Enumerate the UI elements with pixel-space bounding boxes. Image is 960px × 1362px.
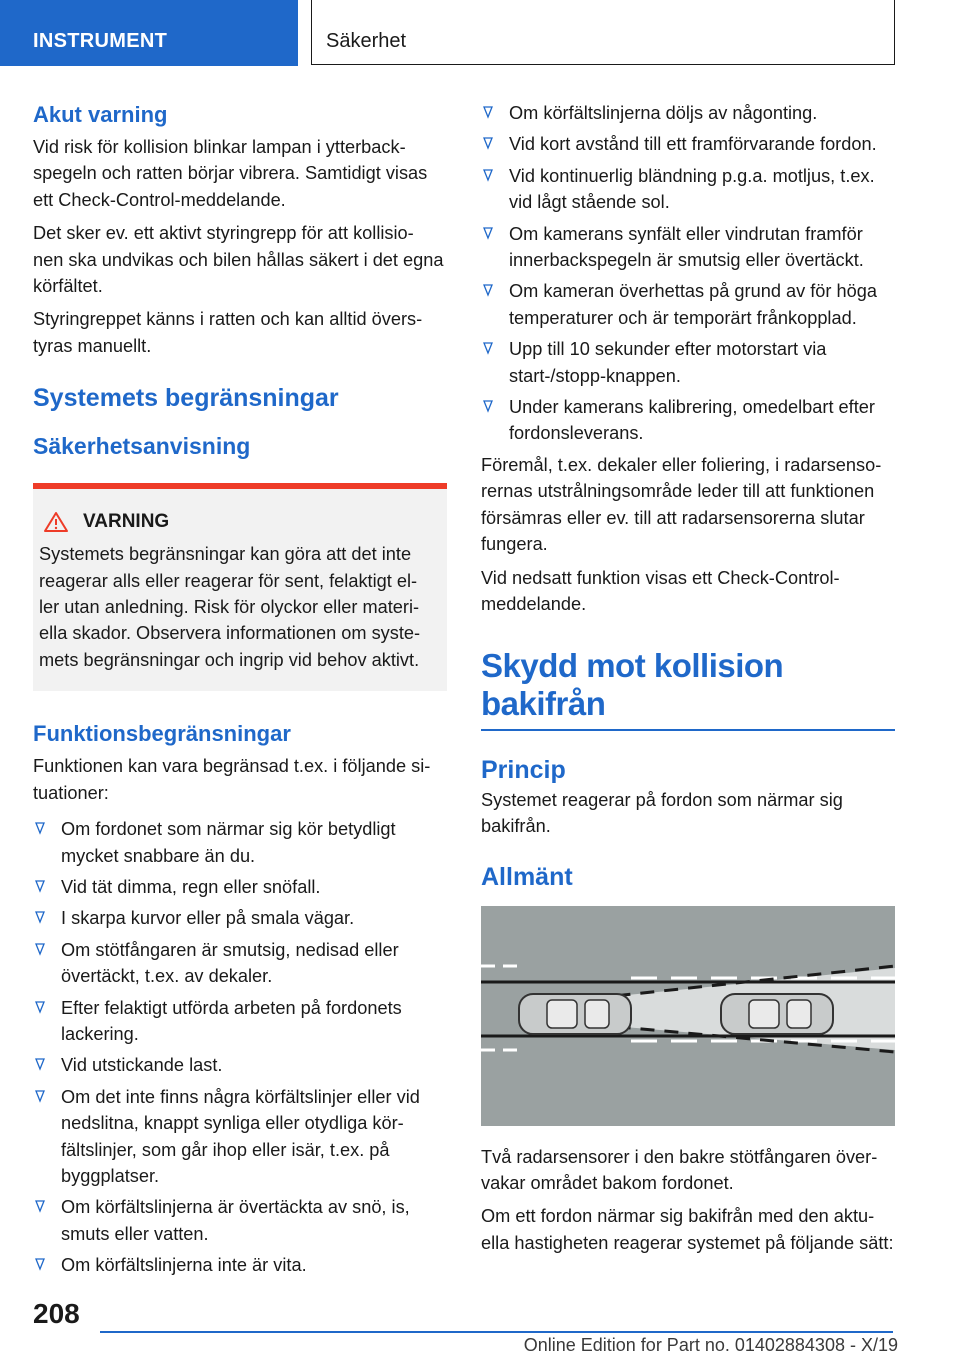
list-item: Om fordonet som närmar sig kör betydligt mycket snabbare än du. bbox=[33, 816, 447, 869]
warning-triangle-icon bbox=[43, 511, 69, 533]
list-item: Om det inte finns några körfältslinjer eller vid nedslitna, knappt synliga eller otydliga kör- fältslinjer, som går ihop eller isär, t.ex. på byggplatser. bbox=[33, 1084, 447, 1190]
limits-heading: Systemets begränsningar bbox=[33, 384, 339, 413]
road-illustration bbox=[481, 906, 895, 1126]
page-number: 208 bbox=[33, 1298, 80, 1329]
list-item: Efter felaktigt utförda arbeten på fordonets lackering. bbox=[33, 995, 447, 1048]
triangle-bullet-icon bbox=[35, 1258, 45, 1272]
list-item: Om körfältslinjerna är övertäckta av snö, is, smuts eller vatten. bbox=[33, 1194, 447, 1247]
list-item: Om körfältslinjerna inte är vita. bbox=[33, 1252, 447, 1278]
akut-paragraph-3: Styringreppet känns i ratten och kan alltid övers- tyras manuellt. bbox=[33, 309, 423, 356]
triangle-bullet-icon bbox=[483, 284, 493, 298]
triangle-bullet-icon bbox=[35, 1090, 45, 1104]
warning-title bbox=[39, 511, 441, 533]
akut-varning-heading: Akut varning bbox=[33, 102, 168, 127]
list-item: I skarpa kurvor eller på smala vägar. bbox=[33, 905, 447, 931]
edition-text: Online Edition for Part no. 01402884308 - X/19 bbox=[523, 1335, 898, 1355]
reduced-function-paragraph: Vid nedsatt funktion visas ett Check-Control- meddelande. bbox=[481, 567, 840, 614]
triangle-bullet-icon bbox=[35, 943, 45, 957]
list-item: Vid kort avstånd till ett framförvarande fordon. bbox=[481, 131, 895, 157]
triangle-bullet-icon bbox=[483, 400, 493, 414]
triangle-bullet-icon bbox=[483, 342, 493, 356]
topic-label: Säkerhet bbox=[326, 30, 407, 52]
function-limits-heading: Funktionsbegränsningar bbox=[33, 721, 291, 747]
akut-paragraph-2: Det sker ev. ett aktivt styringrepp för att kollisio- nen ska undvikas och bilen hållas säkert i det egna körfältet. bbox=[33, 223, 444, 297]
triangle-bullet-icon bbox=[35, 1200, 45, 1214]
diagram-caption-2: Om ett fordon närmar sig bakifrån med den aktu- ella hastigheten reagerar systemet på följande sätt: bbox=[481, 1206, 894, 1253]
list-item: Vid kontinuerlig bländning p.g.a. motljus, t.ex. vid lågt stående sol. bbox=[481, 163, 895, 216]
chapter-title-line-1: Skydd mot kollision bbox=[481, 647, 784, 685]
list-item: Vid utstickande last. bbox=[33, 1052, 447, 1078]
list-item: Om kamerans synfält eller vindrutan framför innerbackspegeln är smutsig eller övertäckt. bbox=[481, 221, 895, 274]
akut-paragraph-1: Vid risk för kollision blinkar lampan i ytterback- spegeln och ratten börjar vibrera. Samtidigt visas ett Check-Control-meddelande. bbox=[33, 137, 428, 210]
approaching-car-icon bbox=[721, 994, 833, 1034]
triangle-bullet-icon bbox=[483, 169, 493, 183]
list-item: Vid tät dimma, regn eller snöfall. bbox=[33, 874, 447, 900]
warning-text: Systemets begränsningar kan göra att det inte reagerar alls eller reagerar för sent, felaktigt el- ler utan anledning. Risk för olyckor eller materi- ella skador. Observera informationen om syste- mets begränsningar och ingrip vid behov aktivt. bbox=[39, 544, 421, 670]
function-intro: Funktionen kan vara begränsad t.ex. i följande si- tuationer: bbox=[33, 756, 431, 803]
diagram-caption-1: Två radarsensorer i den bakre stötfångaren över- vakar området bakom fordonet. bbox=[481, 1146, 878, 1194]
list-item: Upp till 10 sekunder efter motorstart via start-/stopp-knappen. bbox=[481, 336, 895, 389]
list-item: Om stötfångaren är smutsig, nedisad eller övertäckt, t.ex. av dekaler. bbox=[33, 937, 447, 990]
radar-coverage-diagram bbox=[481, 906, 895, 1126]
triangle-bullet-icon bbox=[483, 137, 493, 151]
warning-label: VARNING bbox=[83, 511, 170, 533]
function-limits-list bbox=[33, 816, 447, 1279]
triangle-bullet-icon bbox=[483, 227, 493, 241]
list-item: Under kamerans kalibrering, omedelbart efter fordonsleverans. bbox=[481, 394, 895, 447]
triangle-bullet-icon bbox=[35, 880, 45, 894]
function-limits-list-continued bbox=[481, 100, 895, 447]
left-column bbox=[33, 100, 447, 1284]
footer-rule bbox=[100, 1331, 893, 1333]
list-item: Om körfältslinjerna döljs av någonting. bbox=[481, 100, 895, 126]
section-tab bbox=[0, 0, 298, 66]
triangle-bullet-icon bbox=[35, 822, 45, 836]
triangle-bullet-icon bbox=[35, 1058, 45, 1072]
sensor-paragraph: Föremål, t.ex. dekaler eller foliering, i radarsenso- rernas utstrålningsområde leder till att funktionen försämras eller ev. till att radarsensorerna slutar fungera. bbox=[481, 454, 882, 555]
warning-box bbox=[33, 483, 447, 691]
princip-heading: Princip bbox=[481, 755, 566, 784]
triangle-bullet-icon bbox=[483, 106, 493, 120]
chapter-rule bbox=[481, 729, 895, 731]
triangle-bullet-icon bbox=[35, 911, 45, 925]
list-item: Om kameran överhettas på grund av för höga temperaturer och är temporärt frånkopplad. bbox=[481, 278, 895, 331]
princip-text: Systemet reagerar på fordon som närmar sig bakifrån. bbox=[481, 789, 843, 837]
section-label: INSTRUMENT bbox=[33, 30, 168, 52]
own-car-icon bbox=[519, 994, 631, 1034]
right-column bbox=[481, 100, 895, 1263]
chapter-title-line-2: bakifrån bbox=[481, 685, 606, 723]
safety-heading: Säkerhetsanvisning bbox=[33, 433, 251, 460]
allmant-heading: Allmänt bbox=[481, 862, 573, 891]
topic-tab bbox=[311, 0, 895, 65]
triangle-bullet-icon bbox=[35, 1001, 45, 1015]
